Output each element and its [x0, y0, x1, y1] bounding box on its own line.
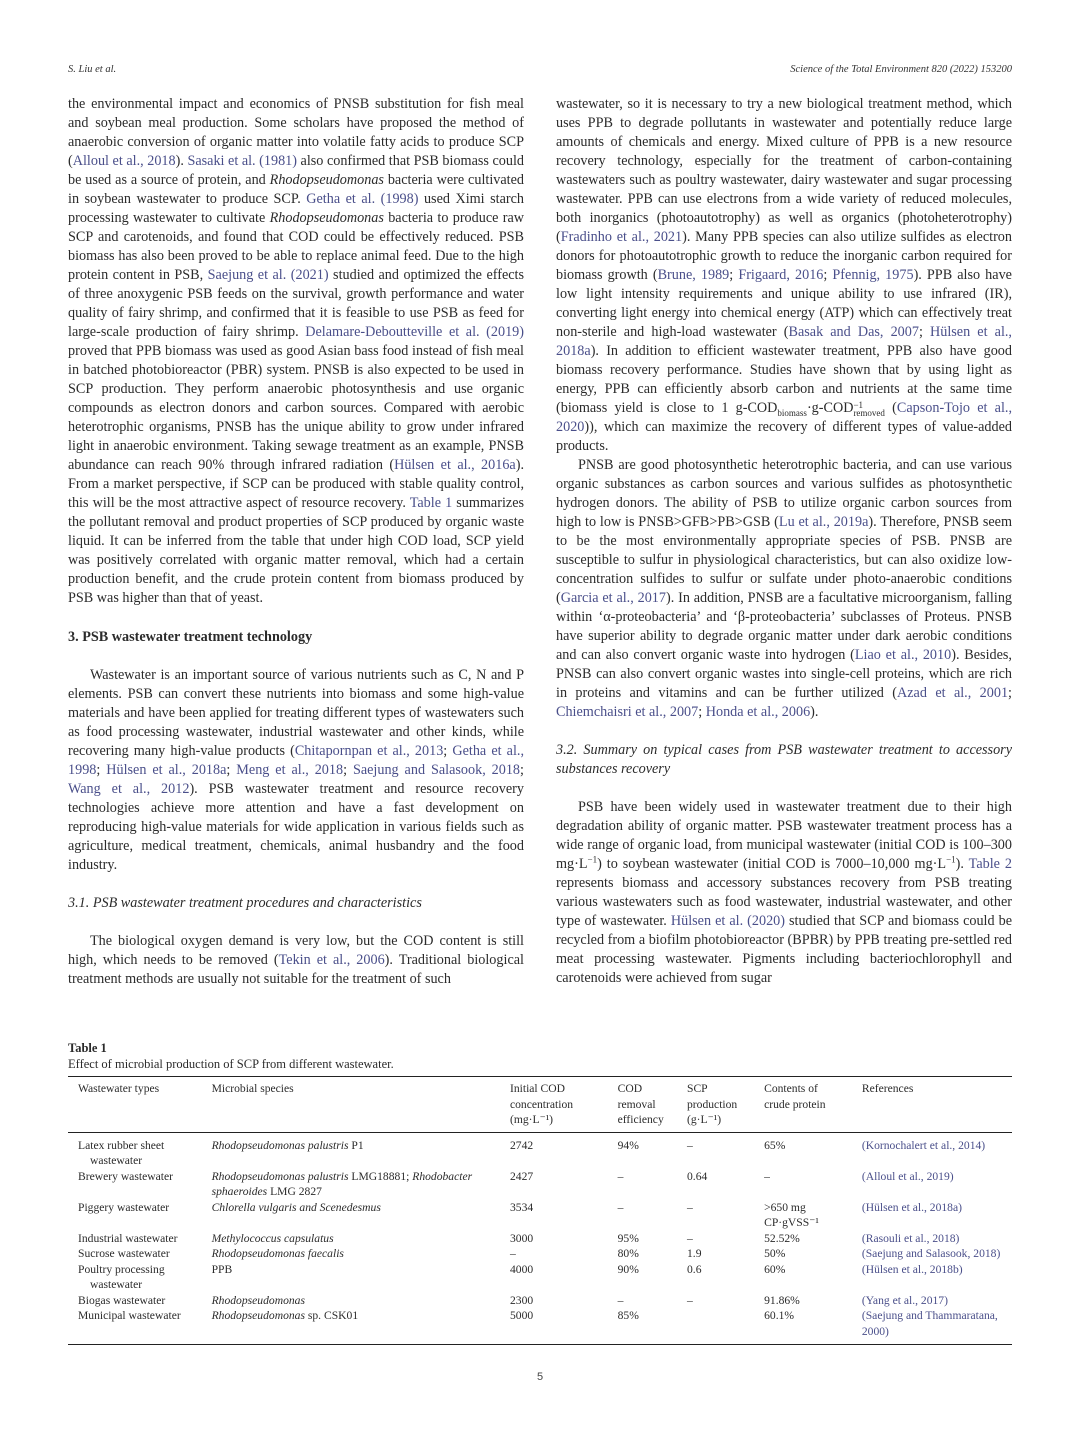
scp-production-cell: – [687, 1200, 693, 1214]
citation-link[interactable]: Delamare-Deboutteville et al. (2019) [305, 324, 525, 340]
citation-link[interactable]: Chitapornpan et al., 2013 [294, 743, 444, 759]
wastewater-type-cell: Biogas wastewater [78, 1293, 166, 1307]
column-header: Contents of crude protein [754, 1077, 852, 1133]
initial-cod-cell: 2300 [509, 1293, 534, 1307]
crude-protein-cell: 50% [764, 1247, 786, 1260]
table-caption: Effect of microbial production of SCP from different wastewater. [68, 1057, 394, 1071]
running-head-journal: Science of the Total Environment 820 (2022) 153200 [790, 64, 1012, 75]
wastewater-type-cell: Industrial wastewater [78, 1231, 178, 1245]
reference-link[interactable]: (Yang et al., 2017) [861, 1293, 948, 1307]
column-header: Wastewater types [68, 1077, 202, 1133]
citation-link[interactable]: Hülsen et al., 2016a [394, 457, 516, 473]
reference-link[interactable]: (Kornochalert et al., 2014) [861, 1138, 986, 1152]
citation-link[interactable]: Getha et al. (1998) [306, 191, 419, 207]
crude-protein-cell: 60.1% [754, 1308, 852, 1345]
citation-link[interactable]: Alloul et al., 2018 [72, 153, 176, 169]
citation-link[interactable]: Honda et al., 2006 [705, 704, 811, 720]
citation-link[interactable]: Frigaard, 2016 [738, 267, 824, 283]
table-label: Table 1 [68, 1041, 107, 1055]
section-heading: 3. PSB wastewater treatment technology [68, 629, 313, 645]
cod-removal-cell: – [617, 1169, 624, 1183]
right-column [556, 95, 1012, 988]
left-column [68, 95, 524, 989]
microbial-species-cell: Rhodopseudomonas sp. CSK01 [202, 1308, 500, 1345]
wastewater-type-cell: Municipal wastewater [68, 1308, 202, 1345]
running-head-authors: S. Liu et al. [68, 64, 117, 75]
citation-link[interactable]: Sasaki et al. (1981) [187, 153, 297, 169]
table-row [68, 1308, 1012, 1345]
paragraph: Wastewater is an important source of various nutrients such as C, N and P elements. PSB can convert these nutrients into biomass and some high-value materials and have been applied for treating different types of wastewaters such as food processing wastewater, industrial wastewater and other kinds, while recovering many high-value products (Chitapornpan et al., 2013; Getha et al., 1998; Hülsen et al., 2018a; Meng et al., 2018; Saejung and Salasook, 2018; Wang et al., 2012). PSB wastewater treatment and resource recovery technologies achieve more attention and have a fast development on reproducing high-value materials for wide application in various fields such as agriculture, medical treatment, chemicals, animal husbandry and the food industry. [68, 667, 524, 873]
column-header: Microbial species [202, 1077, 500, 1133]
initial-cod-cell: 5000 [500, 1308, 608, 1345]
citation-link[interactable]: Brune, 1989 [657, 267, 730, 283]
scp-production-cell: 0.6 [687, 1262, 702, 1276]
reference-link[interactable]: (Alloul et al., 2019) [861, 1169, 954, 1183]
column-header: Initial COD concentration (mg·L⁻¹) [500, 1077, 608, 1133]
citation-link[interactable]: Capson-Tojo et al., 2020 [556, 400, 1012, 435]
microbial-species-cell: Rhodopseudomonas faecalis [211, 1247, 344, 1260]
microbial-species-cell: Chlorella vulgaris and Scenedesmus [211, 1200, 381, 1214]
paragraph: PNSB are good photosynthetic heterotrophic bacteria, and can use various organic substances as carbon sources and various sulfides as photosynthetic hydrogen donors. The ability of PSB to utilize organic carbon sources from high to low is PNSB˃GFB˃PB˃GSB (Lu et al., 2019a). Therefore, PNSB seem to be the most environmentally appropriate species of PSB. PNSB are susceptible to sulfur in physiological characteristics, but can also oxidize low-concentration sulfides to sulfur or sulfate under photo-anaerobic conditions (Garcia et al., 2017). In addition, PNSB are a facultative microorganism, falling within ‘α-proteobacteria’ and ‘β-proteobacteria’ subclasses of Proteus. PNSB have superior ability to degrade organic matter under dark aerobic conditions and can also convert organic waste into hydrogen (Liao et al., 2010). Besides, PNSB can also convert organic wastes into single-cell proteins, which are rich in proteins and vitamins and can be further utilized (Azad et al., 2001; Chiemchaisri et al., 2007; Honda et al., 2006). [556, 457, 1013, 720]
column-header: SCP production (g·L⁻¹) [677, 1077, 754, 1133]
crude-protein-cell: 52.52% [764, 1231, 800, 1245]
initial-cod-cell: 3000 [509, 1231, 534, 1245]
initial-cod-cell: 2427 [509, 1169, 534, 1183]
reference-link[interactable]: (Saejung and Thammaratana, 2000) [852, 1308, 1012, 1345]
cod-removal-cell: – [617, 1293, 624, 1307]
table-row [68, 1246, 1012, 1262]
running-head [68, 64, 1012, 80]
citation-link[interactable]: Fradinho et al., 2021 [560, 229, 683, 245]
reference-link[interactable]: (Rasouli et al., 2018) [861, 1231, 960, 1245]
citation-link[interactable]: Hülsen et al. (2020) [670, 913, 785, 929]
citation-link[interactable]: Liao et al., 2010 [854, 647, 952, 663]
paragraph: PSB have been widely used in wastewater treatment due to their high degradation ability of organic matter. PSB wastewater treatment process has a wide range of organic load, from municipal wastewater (initial COD is 100–300 $mg\cdot L^{-1}$) to soybean wastewater (initial COD is 7000–10,000 $mg\cdot L^{-1}$). Table 2 represents biomass and accessory substances recovery from PSB treating various wastewaters such as food wastewater, industrial wastewater, and other type of wastewater. Hülsen et al. (2020) studied that SCP and biomass could be recycled from a biofilm photobioreactor (BPBR) by PPB treating pre-settled red meat processing wastewater. Pigments including bacteriochlorophyll and carotenoids were achieved from sugar [556, 799, 1012, 986]
table-reference-link[interactable]: Table 2 [968, 856, 1012, 872]
table-row [68, 1262, 1012, 1293]
paragraph: wastewater, so it is necessary to try a new biological treatment method, which uses PPB to degrade pollutants in wastewater and potentially reduce large amounts of chemicals and energy. Mixed culture of PPB is a new resource recovery technology, especially for the treatment of carbon-containing wastewaters such as poultry wastewater, dairy wastewater and sugar processing wastewater. PPB can use electrons from a wide variety of reduced molecules, both inorganics (photoautotrophy) as well as organics (photoheterotrophy) (Fradinho et al., 2021). Many PPB species can also utilize sulfides as electron donors for photoautotrophic growth to reduce the inorganic carbon required for biomass growth (Brune, 1989; Frigaard, 2016; Pfennig, 1975). PPB also have low light intensity requirements and unique ability to use infrared (IR), converting light energy into chemical energy (ATP) which can effectively treat non-sterile and high-load wastewater (Basak and Das, 2007; Hülsen et al., 2018a). In addition to efficient wastewater treatment, PPB also have good biomass recovery performance. Studies have shown that by using light as energy, PPB can efficiently absorb carbon and nutrients at the same time (biomass yield is close to 1 $g-COD_{biomass}\cdot g$-COD −1 removed (Capson-Tojo et al., 2020)), which can maximize the recovery of different types of value-added products. [556, 96, 1012, 454]
scp-production-cell: 0.64 [687, 1169, 708, 1183]
column-header: COD removal efficiency [608, 1077, 677, 1133]
cod-removal-cell: – [617, 1200, 624, 1214]
citation-link[interactable]: Pfennig, 1975 [832, 267, 914, 283]
scp-table [68, 1076, 1012, 1345]
table-row [68, 1293, 1012, 1309]
wastewater-type-cell: Latex rubber sheet wastewater [78, 1138, 165, 1167]
citation-link[interactable]: Azad et al., 2001 [897, 685, 1009, 701]
initial-cod-cell: – [509, 1247, 516, 1260]
scp-production-cell: 1.9 [687, 1247, 702, 1260]
citation-link[interactable]: Hülsen et al., 2018a [556, 324, 1012, 359]
cod-removal-cell: 95% [617, 1231, 639, 1245]
citation-link[interactable]: Wang et al., 2012 [68, 781, 190, 797]
wastewater-type-cell: Brewery wastewater [78, 1169, 173, 1183]
cod-removal-cell: 90% [617, 1262, 639, 1276]
table-row [68, 1169, 1012, 1200]
citation-link[interactable]: Chiemchaisri et al., 2007 [556, 704, 699, 720]
table-row [68, 1132, 1012, 1169]
crude-protein-cell: 65% [764, 1138, 786, 1152]
subsection-heading: 3.2. Summary on typical cases from PSB wastewater treatment to accessory substances recovery [556, 742, 1012, 777]
wastewater-type-cell: Poultry processing wastewater [78, 1262, 165, 1291]
crude-protein-cell: – [764, 1169, 770, 1183]
crude-protein-cell: 60% [764, 1262, 786, 1276]
citation-link[interactable]: Saejung et al. (2021) [207, 267, 329, 283]
scp-production-cell [677, 1308, 754, 1345]
scp-production-cell: – [687, 1231, 693, 1245]
initial-cod-cell: 4000 [509, 1262, 534, 1276]
page-number: 5 [536, 1371, 544, 1383]
reference-link[interactable]: (Hülsen et al., 2018a) [861, 1200, 962, 1214]
citation-link[interactable]: Garcia et al., 2017 [560, 590, 666, 606]
scp-production-cell: – [687, 1138, 693, 1152]
table-header-row [68, 1077, 1012, 1133]
subsection-heading: 3.1. PSB wastewater treatment procedures and characteristics [68, 895, 422, 911]
scp-production-cell: – [687, 1293, 693, 1307]
table-1 [68, 1040, 1012, 1345]
initial-cod-cell: 3534 [509, 1200, 534, 1214]
reference-link[interactable]: (Hülsen et al., 2018b) [861, 1262, 963, 1276]
citation-link[interactable]: Meng et al., 2018 [236, 762, 344, 778]
citation-link[interactable]: Saejung and Salasook, 2018 [352, 762, 521, 778]
paragraph: the environmental impact and economics of PNSB substitution for fish meal and soybean meal production. Some scholars have proposed the method of anaerobic conversion of organic matter into volatile fatty acids to produce SCP (Alloul et al., 2018). Sasaki et al. (1981) also confirmed that PSB biomass could be used as a source of protein, and Rhodopseudomonas bacteria were cultivated in soybean wastewater to produce SCP. Getha et al. (1998) used Ximi starch processing wastewater to cultivate Rhodopseudomonas bacteria to produce raw SCP and carotenoids, and found that COD could be effectively reduced. PSB biomass has also been proved to be able to replace animal feed. Due to the high protein content in PSB, Saejung et al. (2021) studied and optimized the effects of three anoxygenic PSB feeds on the survival, growth performance and water quality of fairy shrimp, and confirmed that it is feasible to use PSB as feed for large-scale production of fairy shrimp. Delamare-Deboutteville et al. (2019) proved that PPB biomass was used as good Asian bass food instead of fish meal in batched photobioreactor (PBR) system. PNSB is also expected to be used in SCP production. They perform anaerobic photosynthesis and use organic compounds as electron donors and carbon sources. Compared with aerobic heterotrophic organisms, PNSB has the unique ability to grow under infrared light in anaerobic environment. Taking sewage treatment as an example, PNSB abundance can reach 90% through infrared radiation (Hülsen et al., 2016a). From a market perspective, if SCP can be produced with stable quality control, this will be the most attractive aspect of resource recovery. Table 1 summarizes the pollutant removal and product properties of SCP produced by organic waste liquid. It can be inferred from the table that under high COD load, SCP yield was positively correlated with organic matter removal, which had a certain production benefit, and the crude protein content from biomass produced by PSB was higher than that of yeast. [68, 96, 525, 606]
microbial-species-cell: Rhodopseudomonas palustris P1 [211, 1138, 364, 1152]
initial-cod-cell: 2742 [509, 1138, 534, 1152]
citation-link[interactable]: Tekin et al., 2006 [278, 952, 385, 968]
crude-protein-cell: 91.86% [764, 1293, 800, 1307]
table-row [68, 1231, 1012, 1247]
wastewater-type-cell: Piggery wastewater [78, 1200, 170, 1214]
wastewater-type-cell: Sucrose wastewater [78, 1247, 170, 1260]
microbial-species-cell: PPB [211, 1262, 233, 1276]
table-reference-link[interactable]: Table 1 [409, 495, 453, 511]
microbial-species-cell: Rhodopseudomonas [211, 1293, 305, 1307]
citation-link[interactable]: Basak and Das, 2007 [788, 324, 919, 340]
reference-link[interactable]: (Saejung and Salasook, 2018) [861, 1247, 1001, 1260]
cod-removal-cell: 80% [617, 1247, 639, 1260]
table-row [68, 1200, 1012, 1231]
cod-removal-cell: 85% [608, 1308, 677, 1345]
citation-link[interactable]: Getha et al., 1998 [68, 743, 524, 778]
citation-link[interactable]: Lu et al., 2019a [778, 514, 869, 530]
microbial-species-cell: Rhodopseudomonas palustris LMG18881; Rhodobacter sphaeroides LMG 2827 [211, 1169, 473, 1198]
column-header: References [852, 1077, 1012, 1133]
microbial-species-cell: Methylococcus capsulatus [211, 1231, 334, 1245]
crude-protein-cell: >650 mg CP·gVSS⁻¹ [764, 1200, 819, 1229]
cod-removal-cell: 94% [617, 1138, 639, 1152]
paragraph: The biological oxygen demand is very low, but the COD content is still high, which needs to be removed (Tekin et al., 2006). Traditional biological treatment methods are usually not suitable for the treatment of such [68, 933, 524, 987]
citation-link[interactable]: Hülsen et al., 2018a [106, 762, 227, 778]
